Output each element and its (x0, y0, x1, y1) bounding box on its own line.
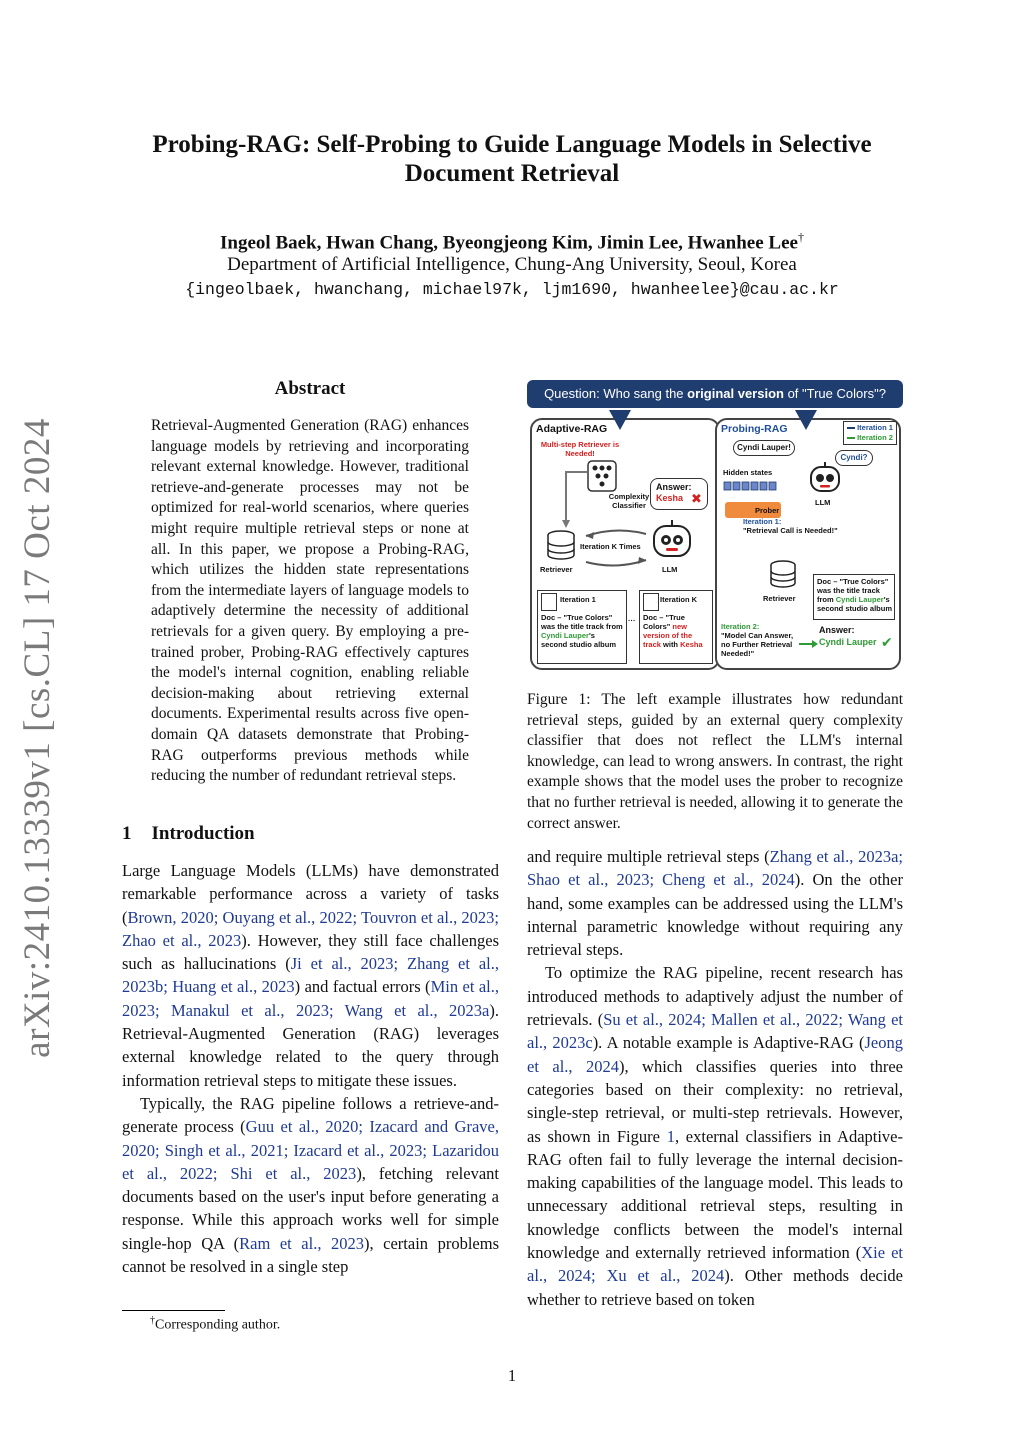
figure-1 (527, 378, 903, 674)
citation-link[interactable]: Guu et al., 2020; Izacard and Grave, 2020; Singh et al., 2021; Izacard et al., 2023; Lazaridou et al., 2022; Shi et al., 2023 (122, 1117, 499, 1183)
author-list (120, 230, 904, 254)
intro-paragraph-1: Large Language Models (LLMs) have demonstrated remarkable performance across a variety of tasks (Brown, 2020; Ouyang et al., 2022; Touvron et al., 2023; Zhao et al., 2023). However, they still face challenges such as hallucinations (Ji et al., 2023; Zhang et al., 2023b; Huang et al., 2023) and factual errors (Min et al., 2023; Manakul et al., 2023; Wang et al., 2023a). Retrieval-Augmented Generation (RAG) leverages external knowledge related to the query through information retrieval steps to mitigate these issues. (122, 861, 500, 1090)
iteration-2-text: "Model Can Answer, no Further Retrieval Needed!" (721, 631, 794, 658)
arxiv-identifier: arXiv:2410.13339v1 [cs.CL] 17 Oct 2024 (17, 418, 58, 1058)
iteration-1-label: Iteration 1 (560, 595, 596, 604)
iteration-1-label: Iteration 1: (743, 517, 782, 526)
section-title: Introduction (151, 823, 255, 844)
document-icon (541, 593, 557, 611)
figure-caption: Figure 1: The left example illustrates how redundant retrieval steps, guided by an external query complexity classifier that does not reflect the LLM's internal knowledge, can lead to wrong answers. In contrast, the right example shows that the model uses the prober to recognize that no further retrieval is needed, allowing it to generate the correct answer. (527, 691, 903, 832)
retriever-label: Retriever (763, 594, 796, 603)
citation-link[interactable]: Ram et al., 2023 (239, 1233, 364, 1253)
citation-link[interactable]: Ji et al., 2023; Zhang et al., 2023b; Huang et al., 2023 (122, 954, 500, 997)
doc-iteration-1 (537, 590, 627, 664)
iteration-1-text: "Retrieval Call is Needed!" (743, 526, 838, 535)
section-heading-introduction (122, 823, 255, 845)
page-number: 1 (507, 1366, 517, 1385)
ellipsis: ··· (628, 616, 636, 625)
right-paragraph-2: To optimize the RAG pipeline, recent research has introduced methods to adaptively adjust the number of retrievals. (Su et al., 2024; Mallen et al., 2022; Wang et al., 2023c). A notable example is Adaptive-RAG (Jeong et al., 2024), which classifies queries into three categories based on their complexity: no retrieval, single-step retrieval, or multi-step retrievals. However, as shown in Figure 1, external classifiers in Adaptive-RAG often fail to fully leverage the internal decision-making capabilities of the language model. This leads to unnecessary additional retrieval steps, resulting in knowledge conflicts between the model's internal knowledge and externally retrieved information (Xie et al., 2024; Xu et al., 2024). Other methods decide whether to retrieve based on token (527, 963, 904, 1309)
section-number: 1 (122, 823, 132, 844)
question-arrow-right (795, 410, 817, 430)
answer-value-wrong: Kesha (656, 493, 684, 503)
footnote (150, 1315, 280, 1334)
title-line-2: Document Retrieval (404, 160, 620, 187)
answer-value-correct: Cyndi Lauper (819, 637, 877, 647)
llm-label: LLM (815, 498, 831, 507)
complexity-classifier-label: Complexity Classifier (608, 492, 650, 510)
prober-label: Prober (755, 506, 780, 515)
figure-reference-link[interactable]: 1 (666, 1126, 675, 1146)
hidden-states-icon (723, 478, 779, 496)
iteration-2-label: Iteration 2: (721, 622, 760, 631)
answer-label: Answer: (656, 482, 692, 492)
retriever-label: Retriever (540, 565, 573, 574)
footnote-text: Corresponding author. (155, 1317, 281, 1333)
citation-link[interactable]: Su et al., 2024; Mallen et al., 2022; Wang et al., 2023c (527, 1010, 903, 1053)
intro-paragraph-2: Typically, the RAG pipeline follows a retrieve-and-generate process (Guu et al., 2020; Izacard and Grave, 2020; Singh et al., 2021; Izacard et al., 2023; Lazaridou et al., 2022; Shi et al., 2023), fetching relevant documents based on the user's input before generating a response. While this approach works well for simple single-hop QA (Ram et al., 2023), certain problems cannot be resolved in a single step (122, 1093, 499, 1277)
legend-iteration-1: Iteration 1 (847, 423, 893, 432)
citation-link[interactable]: Min et al., 2023; Manakul et al., 2023; Wang et al., 2023a (122, 977, 500, 1020)
doc-text: Doc – "True Colors" was the title track from Cyndi Lauper's second studio album (541, 613, 623, 649)
citation-link[interactable]: Jeong et al., 2024 (527, 1033, 903, 1076)
footnote-mark: † (150, 1315, 155, 1326)
prober-box (725, 502, 781, 518)
probing-rag-title: Probing-RAG (721, 423, 788, 435)
abstract-body: Retrieval-Augmented Generation (RAG) enhances language models by retrieving and incorporating relevant external knowledge. However, traditional retrieve-and-generate processes may not be optimized for real-world scenarios, where queries might require multiple retrieval steps or none at all. In this paper, we propose a Probing-RAG, which utilizes the hidden state representations from the intermediate layers of language models to adaptively determine the necessity of additional retrievals for a given query. By employing a pre-trained prober, Probing-RAG effectively captures the model's internal cognition, enabling reliable decision-making about retrieving external documents. Experimental results across five open-domain QA datasets demonstrate that Probing-RAG outperforms previous methods while reducing the number of redundant retrieval steps. (151, 417, 469, 785)
retriever-db-icon (769, 560, 797, 593)
abstract-heading: Abstract (274, 378, 346, 399)
cyndi-lauper-bubble: Cyndi Lauper! (733, 440, 795, 456)
author-names: Ingeol Baek, Hwan Chang, Byeongjeong Kim, Jimin Lee, Hwanhee Lee (220, 232, 798, 254)
author-emails: {ingeolbaek, hwanchang, michael97k, ljm1690, hwanheelee}@cau.ac.kr (185, 280, 839, 299)
question-arrow-left (609, 410, 631, 430)
answer-bubble-wrong (650, 478, 708, 510)
retrieved-doc: Doc – "True Colors" was the title track from Cyndi Lauper's second studio album (813, 574, 895, 620)
iteration-k-label: Iteration K (660, 595, 698, 604)
footnote-divider (122, 1310, 225, 1311)
citation-link[interactable]: Zhang et al., 2023a; Shao et al., 2023; Cheng et al., 2024 (527, 847, 903, 890)
probing-rag-panel (715, 418, 901, 670)
legend-iteration-2: Iteration 2 (847, 433, 893, 442)
adaptive-rag-panel (530, 418, 720, 670)
author-dagger: † (797, 230, 804, 244)
green-arrow (799, 636, 819, 654)
iteration-k-times-label: Iteration K Times (580, 542, 641, 551)
retriever-db-icon (546, 530, 576, 565)
document-icon (643, 593, 659, 611)
llm-label: LLM (662, 565, 678, 574)
citation-link[interactable]: Xie et al., 2024; Xu et al., 2024 (527, 1243, 903, 1286)
affiliation: Department of Artificial Intelligence, Chung-Ang University, Seoul, Korea (227, 254, 797, 275)
title-line-1: Probing-RAG: Self-Probing to Guide Language Models in Selective (152, 131, 872, 158)
right-column-text (527, 845, 903, 1311)
iteration-legend (843, 421, 897, 445)
doc-iteration-k: Iteration K Doc – "True Colors" new version of the track with Kesha (639, 590, 713, 664)
correct-check-icon: ✔ (881, 634, 893, 650)
question-banner: Question: Who sang the original version of "True Colors"? (527, 380, 903, 408)
flow-arrow (562, 470, 592, 535)
multi-step-note: Multi-step Retriever is Needed! (540, 440, 620, 458)
left-column-text (122, 859, 499, 1278)
answer-label: Answer: (819, 625, 855, 635)
llm-robot-icon (652, 520, 692, 567)
right-paragraph-1: and require multiple retrieval steps (Zhang et al., 2023a; Shao et al., 2023; Cheng et al., 2024). On the other hand, some examples can be addressed using the LLM's internal parametric knowledge without requiring any retrieval steps. (527, 847, 903, 960)
paper-title (120, 130, 904, 188)
citation-link[interactable]: Brown, 2020; Ouyang et al., 2022; Touvron et al., 2023; Zhao et al., 2023 (122, 907, 499, 950)
adaptive-rag-title: Adaptive-RAG (536, 423, 608, 435)
cyndi-question-bubble: Cyndi? (835, 450, 873, 466)
wrong-x-icon: ✖ (691, 491, 702, 506)
llm-robot-icon (809, 462, 841, 501)
hidden-states-label: Hidden states (723, 468, 773, 477)
